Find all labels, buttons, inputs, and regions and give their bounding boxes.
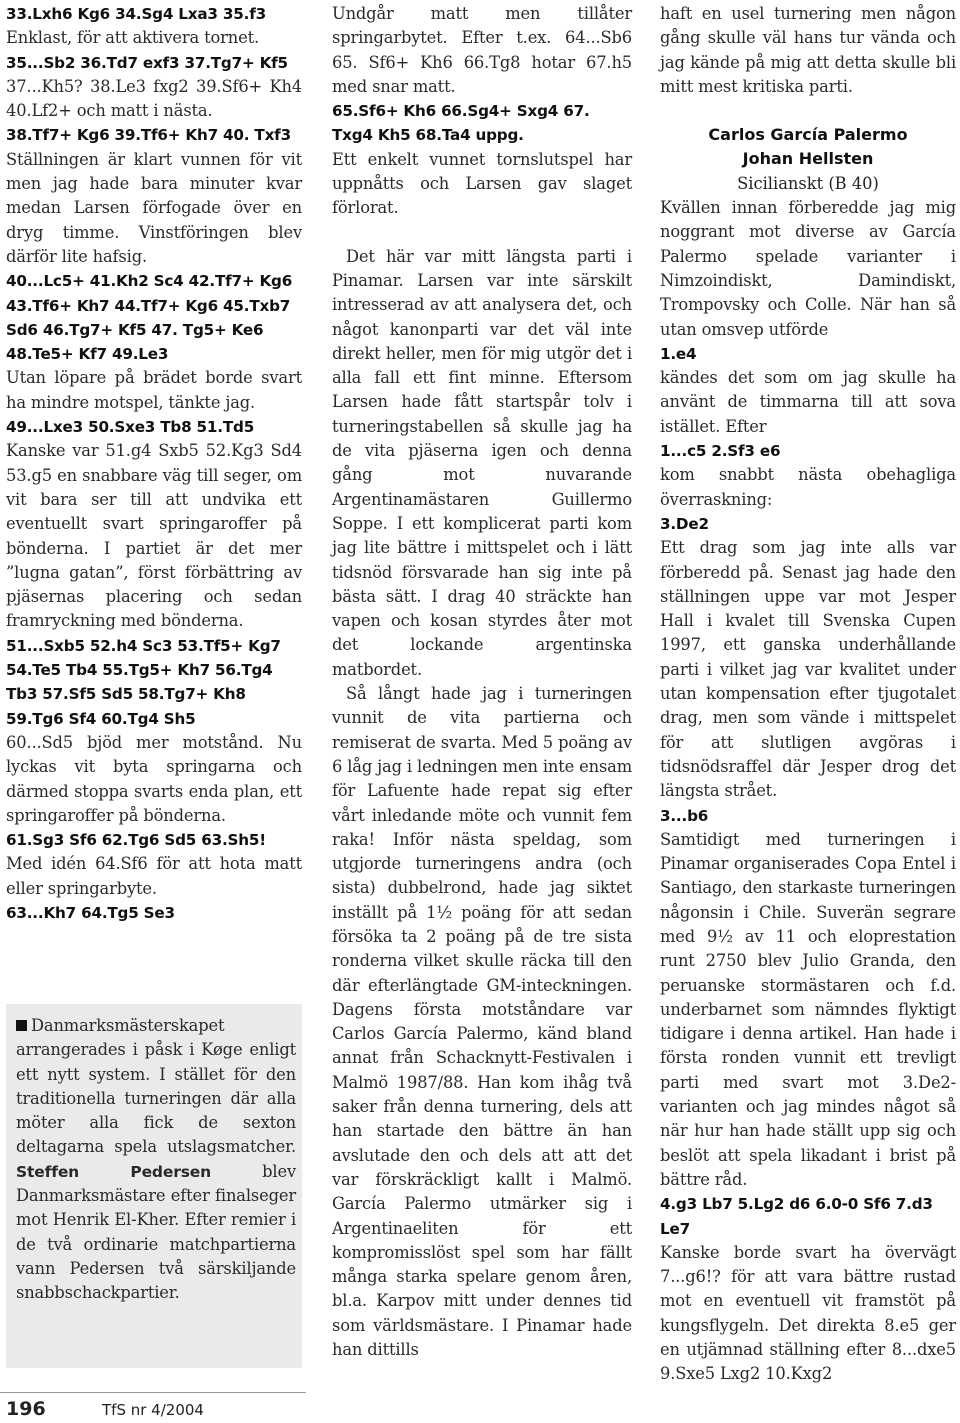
paragraph: Utan löpare på brädet borde svart ha mindre motspel, tänkte jag. xyxy=(6,368,302,412)
chess-moves: 3...b6 xyxy=(660,806,709,825)
paragraph: kom snabbt nästa obehagliga överraskning: xyxy=(660,465,956,509)
champion-name: Steffen Pedersen xyxy=(16,1162,212,1181)
column-3 xyxy=(660,2,956,1387)
column-3-moves xyxy=(660,196,956,1387)
paragraph: Kvällen innan förberedde jag mig noggrant mot diverse av García Palermo spelade varianter i Nimzoindiskt, Damindiskt, Trompovsky och Colle. När han så utan omsvep utförde xyxy=(660,198,956,339)
white-player: Carlos García Palermo xyxy=(708,125,908,145)
chess-moves: 33.Lxh6 Kg6 34.Sg4 Lxa3 35.f3 xyxy=(6,5,266,23)
paragraph: Ställningen är klart vunnen för vit men jag hade bara minuter kvar medan Larsen förfogade över en dryg timme. Vinstföringen blev därför lite hafsig. xyxy=(6,149,302,266)
black-player: Johan Hellsten xyxy=(742,149,874,169)
paragraph: Samtidigt med turneringen i Pinamar organiserades Copa Entel i Santiago, den starkaste turneringen någonsin i Chile. Suverän segrare med 9½ av 11 och eloprestation runt 2750 blev Julio Granda, den peruanske stormästaren och f.d. underbarnet som nämndes flyktigt tidigare i denna artikel. Han hade i första ronden vunnit ett trevligt parti med svart mot 3.De2-varianten och jag mindes något så när hur han hade ställt upp sig och beslöt att spela likadant i brist på bättre råd. xyxy=(660,829,956,1189)
news-box-text xyxy=(16,1014,296,1306)
paragraph: haft en usel turnering men någon gång skulle väl hans tur vända och jag kände på mig att detta skulle bli mitt mest kritiska parti. xyxy=(660,4,956,96)
chess-moves: 4.g3 Lb7 5.Lg2 d6 6.0-0 Sf6 7.d3 Le7 xyxy=(660,1195,933,1238)
page-number: 196 xyxy=(6,1398,46,1420)
paragraph: Ett enkelt vunnet tornslutspel har uppnåtts och Larsen gav slaget förlorat. xyxy=(332,149,632,218)
chess-moves: 51...Sxb5 52.h4 Sc3 53.Tf5+ Kg7 54.Te5 Tb4 55.Tg5+ Kh7 56.Tg4 Tb3 57.Sf5 Sd5 58.Tg7+ Kh8 59.Tg6 Sf4 60.Tg4 Sh5 xyxy=(6,636,281,728)
paragraph: Undgår matt men tillåter springarbytet. Efter t.ex. 64...Sb6 65. Sf6+ Kh6 66.Tg8 hotar 67.h5 med snar matt. xyxy=(332,4,632,96)
chess-moves: 38.Tf7+ Kg6 39.Tf6+ Kh7 40. Txf3 xyxy=(6,126,291,145)
paragraph: Så långt hade jag i turneringen vunnit de vita partierna och remiserat de svarta. Med 5 poäng av 6 låg jag i ledningen men inte ensam för Lafuente hade repat sig efter vårt inledande möte och vunnit fem raka! Inför nästa speldag, som utgjorde turneringens andra (och sista) dubbelrond, hade jag siktet inställt på 1½ poäng för att sedan försöka ta 2 poäng på de tre sista ronderna vilket skulle räcka till den där efterlängtade GM-inteckningen. Dagens första motståndare var Carlos García Palermo, känd bland annat från Schacknytt-Festivalen i Malmö 1987/88. Han kom ihåg två saker från denna turnering, dels att han startade den bättre än han avslutade den och dels att att det var förskräckligt kallt i Malmö. García Palermo utmärker sig i Argentinaeliten för ett kompromisslöst spel som har fällt många starka spelare genom åren, bl.a. Karpov mitt under dennes tid som världsmästare. I Pinamar hade han dittills xyxy=(332,684,632,1360)
footer-rule xyxy=(0,1392,306,1393)
chess-moves: 1.e4 xyxy=(660,344,697,363)
column-2-moves xyxy=(332,2,632,221)
publication-issue: TfS nr 4/2004 xyxy=(102,1401,204,1419)
chess-moves: 49...Lxe3 50.Sxe3 Tb8 51.Td5 xyxy=(6,418,255,437)
paragraph: Med idén 64.Sf6 för att hota matt eller springarbyte. xyxy=(6,854,302,898)
column-2 xyxy=(332,2,632,1362)
paragraph: Kanske borde svart ha övervägt 7...g6!? för att vara bättre rustad mot en eventuell vit framstöt på kungsflygeln. Det direkta 8.e5 ger en utjämnad ställning efter 8...dxe5 9.Sxe5 Lxg2 10.Kxg2 xyxy=(660,1242,956,1384)
news-box xyxy=(6,1004,302,1368)
paragraph: 37...Kh5? 38.Le3 fxg2 39.Sf6+ Kh4 40.Lf2+ och matt i nästa. xyxy=(6,76,302,121)
chess-moves: 65.Sf6+ Kh6 66.Sg4+ Sxg4 67. Txg4 Kh5 68.Ta4 uppg. xyxy=(332,102,590,145)
bullet-square-icon xyxy=(16,1020,27,1031)
chess-moves: 3.De2 xyxy=(660,514,709,533)
chess-moves: 40...Lc5+ 41.Kh2 Sc4 42.Tf7+ Kg6 43.Tf6+ Kh7 44.Tf7+ Kg6 45.Txb7 Sd6 46.Tg7+ Kf5 47. Tg5+ Ke6 48.Te5+ Kf7 49.Le3 xyxy=(6,272,293,364)
news-box-rest: blev Danmarksmästare efter finalseger mot Henrik El-Kher. Efter remier i de två ordinarie matchpartierna vann Pedersen två särskiljande snabbschackpartier. xyxy=(16,1161,296,1303)
chess-moves: 61.Sg3 Sf6 62.Tg6 Sd5 63.Sh5! xyxy=(6,831,266,850)
news-box-intro: Danmarksmästerskapet arrangerades i påsk i Køge enligt ett nytt system. I stället för den traditionella turneringen där alla möter alla fick de sexton deltagarna spela utslagsmatcher. xyxy=(16,1016,296,1157)
paragraph: Enklast, för att aktivera tornet. xyxy=(6,28,259,48)
chess-moves: 63...Kh7 64.Tg5 Se3 xyxy=(6,903,175,922)
paragraph: kändes det som om jag skulle ha använt de timmarna till att sova istället. Efter xyxy=(660,368,956,436)
chess-moves: 1...c5 2.Sf3 e6 xyxy=(660,442,781,461)
paragraph: Ett drag som jag inte alls var förberedd på. Senast jag hade den ställningen uppe var mot Jesper Hall i kvalet till Svenska Cupen 1997, ett ganska underhållande parti i vilket jag var kvalitet under utan kompensation efter tjugotalet drag, men som vände i mittspelet för att slutligen avgöras i tidsnödsraffel där Jesper drog det längsta strået. xyxy=(660,538,956,801)
paragraph: 60...Sd5 bjöd mer motstånd. Nu lyckas vit byta springarna och därmed stoppa svarts enda plan, ett springaroffer på bönderna. xyxy=(6,732,302,825)
opening-name: Sicilianskt (B 40) xyxy=(737,173,879,193)
paragraph: Det här var mitt längsta parti i Pinamar. Larsen var inte särskilt intresserad av att analysera det, och något kanonparti var det väl inte direkt heller, men för mig utgör det i alla fall ett fint minne. Eftersom Larsen hade fått startspår tolv i turneringstabellen så skulle jag ha de vita pjäserna igen och denna gång mot nuvarande Argentinamästaren Guillermo Soppe. I ett komplicerat parti kom jag lite bättre i mittspelet och i lätt tidsnöd försvarade han sig inte på bästa sätt. I drag 40 sträckte han vapen och kosan styrdes åter mot det lockande argentinska matbordet. xyxy=(332,246,632,679)
chess-moves: 35...Sb2 36.Td7 exf3 37.Tg7+ Kf5 xyxy=(6,53,288,72)
paragraph: Kanske var 51.g4 Sxb5 52.Kg3 Sd4 53.g5 en snabbare väg till seger, om vit bara ser till att undvika ett eventuellt svart springaroffer på bönderna. I partiet är det mer ”lugna gatan”, först förbättring av pjäsernas placering och sedan framryckning med bönderna. xyxy=(6,441,302,631)
column-1 xyxy=(6,2,302,925)
page-footer xyxy=(6,1398,306,1423)
